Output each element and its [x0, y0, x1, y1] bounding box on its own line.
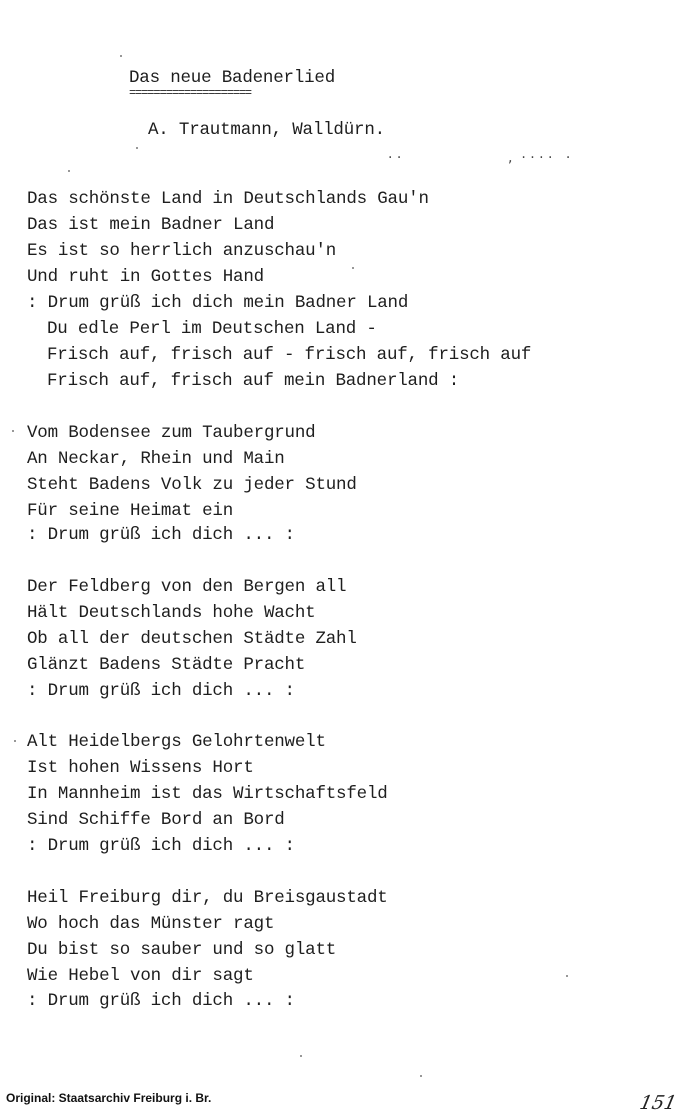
verse-line: Und ruht in Gottes Hand — [27, 267, 264, 287]
verse-line: Ob all der deutschen Städte Zahl — [27, 629, 357, 649]
stray-marks: · · — [388, 150, 402, 166]
refrain-line: Du edle Perl im Deutschen Land - — [47, 319, 377, 339]
scan-speck — [12, 430, 14, 432]
scan-speck — [14, 740, 16, 742]
verse-line: Der Feldberg von den Bergen all — [27, 577, 347, 597]
verse-line: In Mannheim ist das Wirtschaftsfeld — [27, 784, 388, 804]
refrain-line: Frisch auf, frisch auf - frisch auf, frisch auf — [47, 345, 532, 365]
song-title: Das neue Badenerlied — [129, 68, 336, 88]
verse-line: Du bist so sauber und so glatt — [27, 940, 337, 960]
refrain-line: : Drum grüß ich dich ... : — [27, 991, 295, 1011]
verse-line: Wie Hebel von dir sagt — [27, 966, 254, 986]
refrain-line: : Drum grüß ich dich mein Badner Land — [27, 293, 409, 313]
verse-line: Alt Heidelbergs Gelohrtenwelt — [27, 732, 326, 752]
verse-line: Es ist so herrlich anzuschau'n — [27, 241, 337, 261]
stray-marks: , · · · · · — [508, 150, 571, 166]
verse-line: Ist hohen Wissens Hort — [27, 758, 254, 778]
title-underline: ==================== — [129, 86, 252, 100]
verse-line: Glänzt Badens Städte Pracht — [27, 655, 306, 675]
scan-speck — [352, 267, 354, 269]
verse-line: Wo hoch das Münster ragt — [27, 914, 275, 934]
verse-line: Sind Schiffe Bord an Bord — [27, 810, 285, 830]
refrain-line: Frisch auf, frisch auf mein Badnerland : — [47, 371, 460, 391]
verse-line: Das ist mein Badner Land — [27, 215, 275, 235]
scan-speck — [136, 147, 138, 149]
scan-speck — [120, 55, 122, 57]
refrain-line: : Drum grüß ich dich ... : — [27, 681, 295, 701]
refrain-line: : Drum grüß ich dich ... : — [27, 525, 295, 545]
verse-line: An Neckar, Rhein und Main — [27, 449, 285, 469]
refrain-line: : Drum grüß ich dich ... : — [27, 836, 295, 856]
page-number: 151 — [637, 1092, 679, 1114]
scan-speck — [300, 1055, 302, 1057]
verse-line: Hält Deutschlands hohe Wacht — [27, 603, 316, 623]
archive-footer: Original: Staatsarchiv Freiburg i. Br. — [6, 1091, 212, 1105]
song-author: A. Trautmann, Walldürn. — [148, 120, 385, 140]
scan-speck — [420, 1075, 422, 1077]
verse-line: Steht Badens Volk zu jeder Stund — [27, 475, 357, 495]
verse-line: Das schönste Land in Deutschlands Gau'n — [27, 189, 429, 209]
scan-speck — [566, 975, 568, 977]
verse-line: Vom Bodensee zum Taubergrund — [27, 423, 316, 443]
verse-line: Für seine Heimat ein — [27, 501, 234, 521]
scan-speck — [68, 170, 70, 172]
verse-line: Heil Freiburg dir, du Breisgaustadt — [27, 888, 388, 908]
